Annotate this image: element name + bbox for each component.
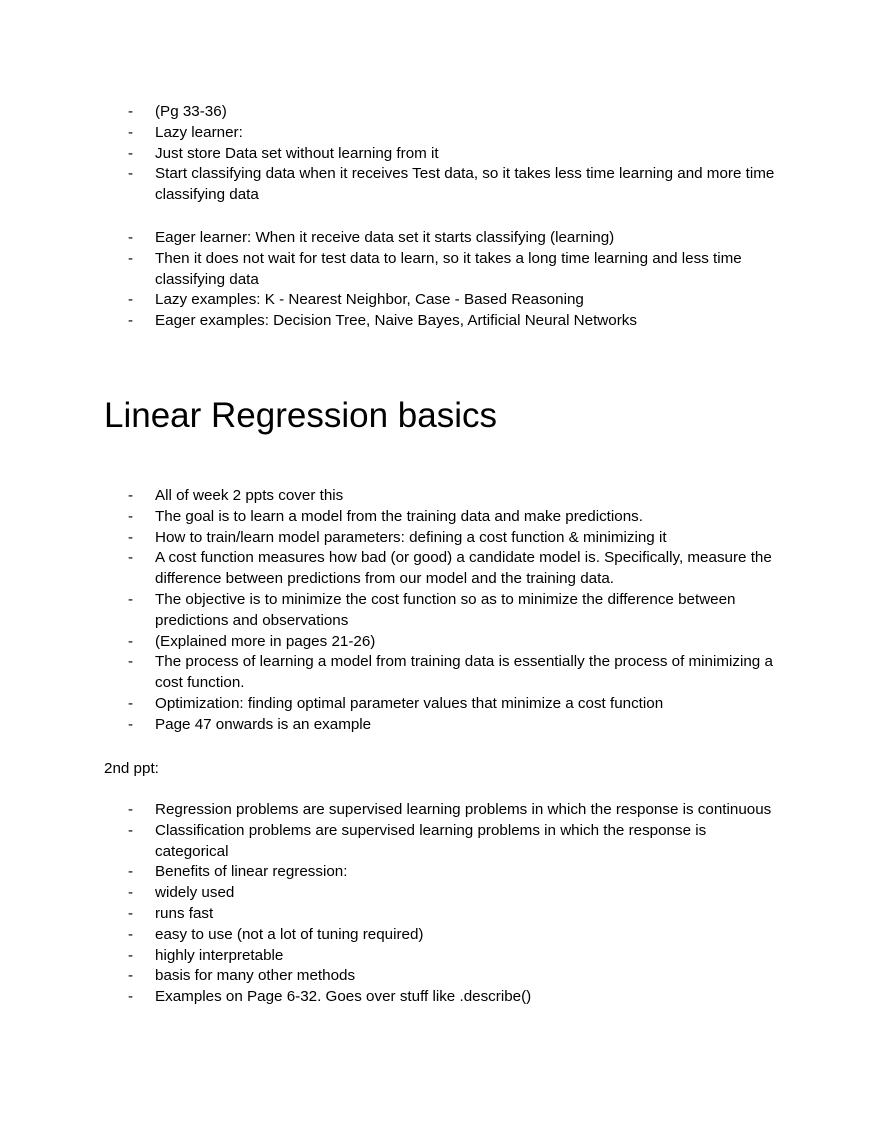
list-item bbox=[0, 507, 880, 528]
lazy-learner-list bbox=[0, 102, 880, 206]
bullet-dash: - bbox=[128, 801, 134, 818]
bullet-dash: - bbox=[128, 528, 134, 546]
list-item-text: How to train/learn model parameters: defining a cost function & minimizing it bbox=[155, 528, 667, 546]
bullet-dash: - bbox=[128, 549, 134, 567]
list-item bbox=[0, 904, 880, 925]
bullet-dash: - bbox=[128, 884, 134, 902]
list-item-text: Just store Data set without learning from it bbox=[155, 144, 439, 162]
list-item bbox=[0, 486, 880, 507]
list-item-text: Lazy learner: bbox=[155, 123, 243, 141]
bullet-dash: - bbox=[128, 988, 134, 1006]
bullet-dash: - bbox=[128, 863, 134, 881]
list-item-text: (Explained more in pages 21-26) bbox=[155, 632, 376, 650]
list-item bbox=[0, 862, 880, 883]
bullet-dash: - bbox=[128, 123, 134, 141]
list-item-text: Then it does not wait for test data to learn, so it takes a long time learning and less time classifying data bbox=[155, 249, 742, 288]
list-item bbox=[0, 102, 880, 123]
bullet-dash: - bbox=[128, 653, 134, 671]
list-item bbox=[0, 946, 880, 967]
second-ppt-list bbox=[0, 800, 880, 1008]
linear-regression-list bbox=[0, 486, 880, 736]
list-item-text: widely used bbox=[155, 884, 235, 902]
list-item bbox=[0, 144, 880, 165]
list-item bbox=[0, 821, 880, 863]
list-item-text: Regression problems are supervised learning problems in which the response is continuous bbox=[155, 801, 772, 818]
bullet-dash: - bbox=[128, 144, 134, 162]
list-item-text: Eager learner: When it receive data set it starts classifying (learning) bbox=[155, 229, 615, 246]
list-item bbox=[0, 311, 880, 332]
bullet-dash: - bbox=[128, 821, 134, 839]
bullet-dash: - bbox=[128, 165, 134, 183]
list-item-text: The objective is to minimize the cost function so as to minimize the difference between predictions and observations bbox=[155, 590, 736, 629]
list-item bbox=[0, 652, 880, 694]
bullet-dash: - bbox=[128, 632, 134, 650]
bullet-dash: - bbox=[128, 249, 134, 267]
list-item-text: basis for many other methods bbox=[155, 967, 356, 985]
list-item-text: Eager examples: Decision Tree, Naive Bayes, Artificial Neural Networks bbox=[155, 312, 637, 330]
list-item bbox=[0, 123, 880, 144]
section-heading: Linear Regression basics bbox=[104, 396, 497, 435]
bullet-dash: - bbox=[128, 904, 134, 922]
list-item bbox=[0, 694, 880, 715]
list-item-text: Optimization: finding optimal parameter values that minimize a cost function bbox=[155, 694, 664, 712]
list-item-text: easy to use (not a lot of tuning required) bbox=[155, 925, 424, 943]
list-item-text: Page 47 onwards is an example bbox=[155, 715, 372, 733]
list-item bbox=[0, 528, 880, 549]
list-item bbox=[0, 800, 880, 821]
bullet-dash: - bbox=[128, 694, 134, 712]
list-item bbox=[0, 249, 880, 291]
list-item bbox=[0, 987, 880, 1008]
list-item bbox=[0, 164, 880, 206]
bullet-dash: - bbox=[128, 487, 134, 504]
list-item-text: Start classifying data when it receives Test data, so it takes less time learning and more time classifying data bbox=[155, 165, 775, 204]
list-item-text: Benefits of linear regression: bbox=[155, 863, 348, 881]
list-item-text: A cost function measures how bad (or good) a candidate model is. Specifically, measure the difference between predictions from our model and the training data. bbox=[155, 549, 772, 588]
list-item-text: runs fast bbox=[155, 904, 214, 922]
bullet-dash: - bbox=[128, 229, 134, 246]
bullet-dash: - bbox=[128, 967, 134, 985]
list-item-text: Classification problems are supervised learning problems in which the response is categorical bbox=[155, 821, 707, 860]
bullet-dash: - bbox=[128, 590, 134, 608]
list-item bbox=[0, 925, 880, 946]
bullet-dash: - bbox=[128, 291, 134, 309]
list-item bbox=[0, 632, 880, 653]
list-item-text: Examples on Page 6-32. Goes over stuff like .describe() bbox=[155, 988, 532, 1006]
bullet-dash: - bbox=[128, 103, 134, 120]
second-ppt-label: 2nd ppt: bbox=[104, 760, 159, 777]
list-item-text: highly interpretable bbox=[155, 946, 284, 964]
bullet-dash: - bbox=[128, 946, 134, 964]
eager-learner-list bbox=[0, 228, 880, 332]
list-item-text: The process of learning a model from training data is essentially the process of minimizing a cost function. bbox=[155, 653, 773, 692]
bullet-dash: - bbox=[128, 312, 134, 330]
list-item-text: All of week 2 ppts cover this bbox=[155, 487, 344, 504]
list-item bbox=[0, 715, 880, 736]
list-item bbox=[0, 290, 880, 311]
list-item-text: Lazy examples: K - Nearest Neighbor, Case - Based Reasoning bbox=[155, 291, 584, 309]
list-item bbox=[0, 228, 880, 249]
list-item-text: (Pg 33-36) bbox=[155, 103, 227, 120]
list-item-text: The goal is to learn a model from the training data and make predictions. bbox=[155, 507, 643, 525]
bullet-dash: - bbox=[128, 507, 134, 525]
list-item bbox=[0, 883, 880, 904]
list-item bbox=[0, 590, 880, 632]
list-item bbox=[0, 966, 880, 987]
bullet-dash: - bbox=[128, 715, 134, 733]
list-item bbox=[0, 548, 880, 590]
bullet-dash: - bbox=[128, 925, 134, 943]
